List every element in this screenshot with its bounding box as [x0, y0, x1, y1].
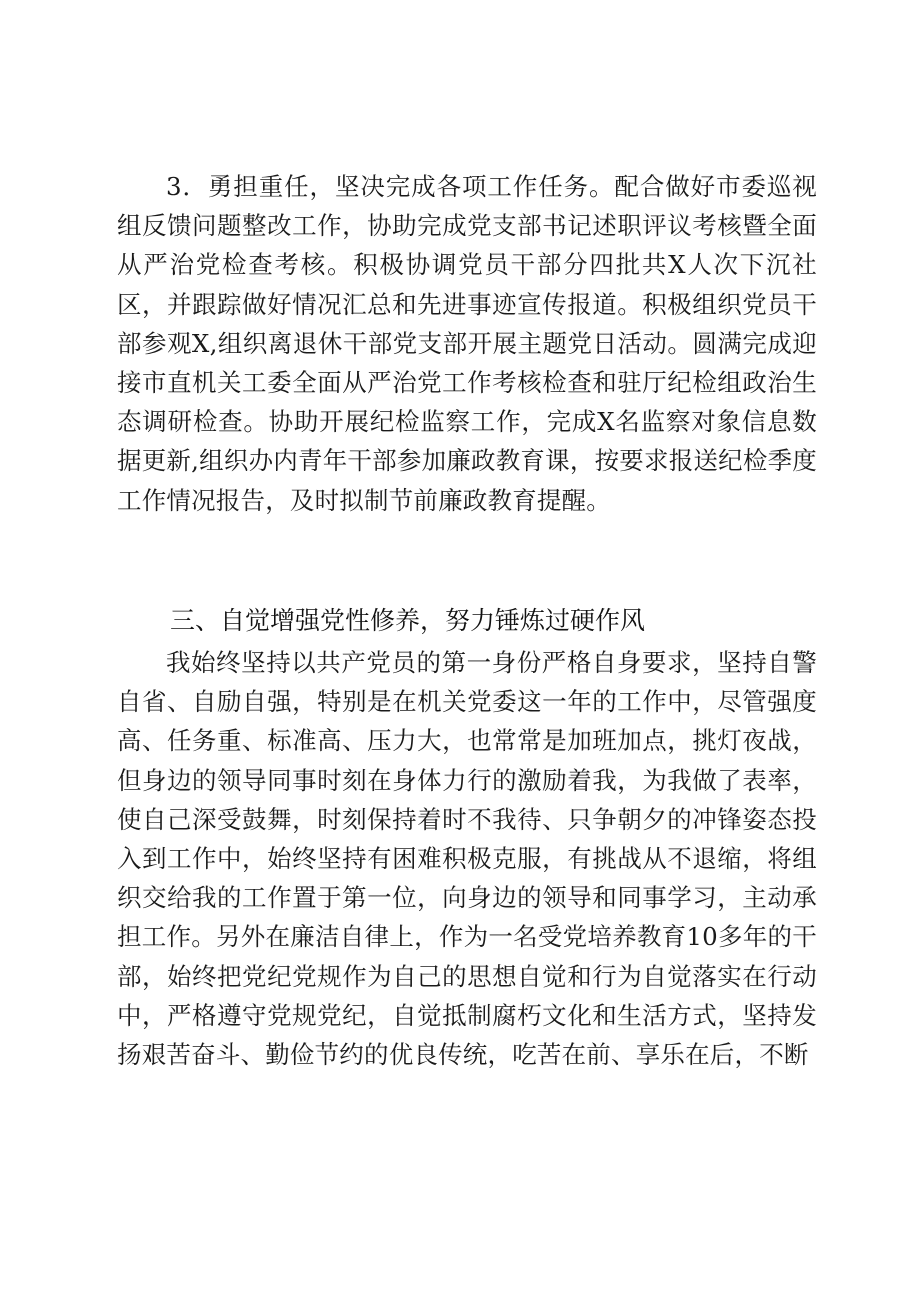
- paragraph-party-cultivation: 我始终坚持以共产党员的第一身份严格自身要求，坚持自警自省、自励自强，特别是在机关党委这一年的工作中，尽管强度高、任务重、标准高、压力大，也常常是加班加点，挑灯夜战，但身边的领导同事时刻在身体力行的激励着我，为我做了表率，使自己深受鼓舞，时刻保持着时不我待、只争朝夕的冲锋姿态投入到工作中，始终坚持有困难积极克服，有挑战从不退缩，将组织交给我的工作置于第一位，向身边的领导和同事学习，主动承担工作。另外在廉洁自律上，作为一名受党培养教育10多年的干部，始终把党纪党规作为自己的思想自觉和行为自觉落实在行动中，严格遵守党规党纪，自觉抵制腐朽文化和生活方式，坚持发扬艰苦奋斗、勤俭节约的优良传统，吃苦在前、享乐在后，不断: [117, 648, 817, 1070]
- paragraph-task-completion: 3．勇担重任，坚决完成各项工作任务。配合做好市委巡视组反馈问题整改工作，协助完成党支部书记述职评议考核暨全面从严治党检查考核。积极协调党员干部分四批共X人次下沉社区，并跟踪做好情况汇总和先进事迹宣传报道。积极组织党员干部参观X,组织离退休干部党支部开展主题党日活动。圆满完成迎接市直机关工委全面从严治党工作考核检查和驻厅纪检组政治生态调研检查。协助开展纪检监察工作，完成X名监察对象信息数据更新,组织办内青年干部参加廉政教育课，按要求报送纪检季度工作情况报告，及时拟制节前廉政教育提醒。: [117, 172, 817, 515]
- section-heading-three: 三、自觉增强党性修养，努力锤炼过硬作风: [170, 606, 646, 635]
